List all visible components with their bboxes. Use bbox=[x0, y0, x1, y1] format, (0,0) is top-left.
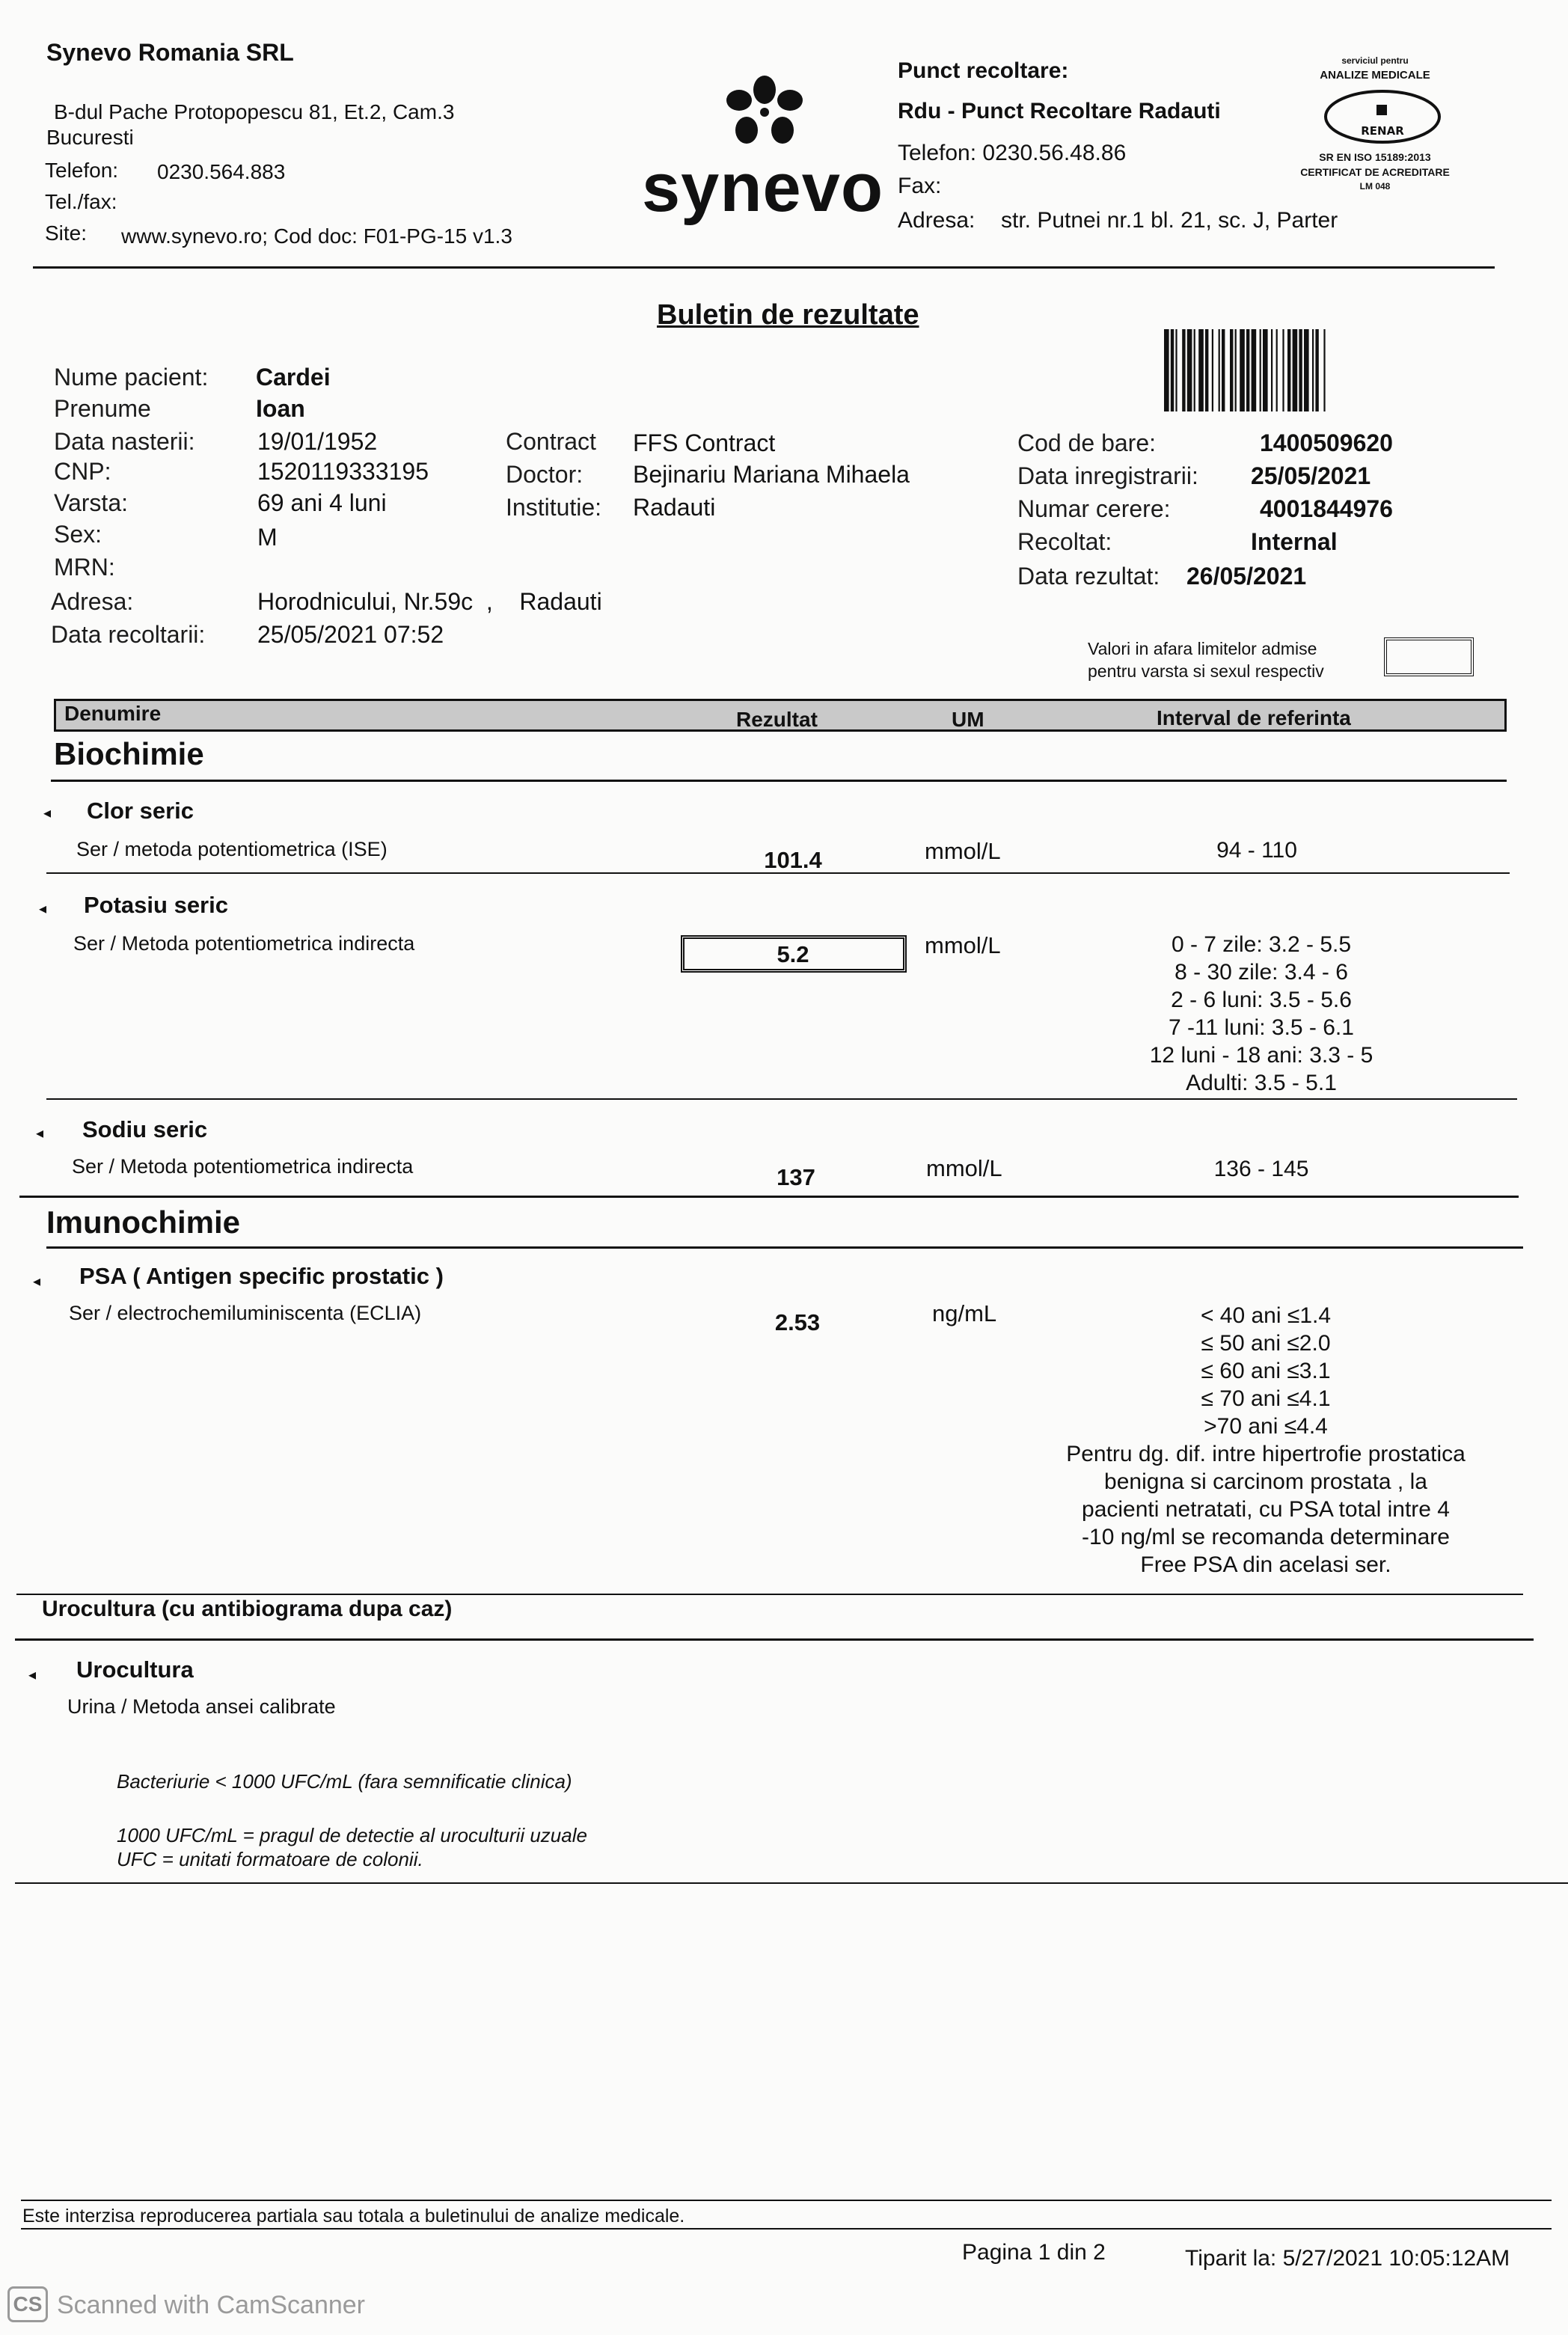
legend-box bbox=[1384, 637, 1474, 676]
page-number: Pagina 1 din 2 bbox=[962, 2240, 1106, 2265]
patient-sex-label: Sex: bbox=[54, 521, 102, 548]
renar-seal-icon bbox=[1323, 88, 1442, 145]
collection-phone: Telefon: 0230.56.48.86 bbox=[898, 141, 1127, 165]
urocultura-note-threshold: 1000 UFC/mL = pragul de detectie al uroculturii uzuale bbox=[117, 1824, 587, 1846]
test-psa-ref bbox=[1004, 1302, 1528, 1579]
row-divider bbox=[46, 872, 1510, 874]
accreditation-line1: serviciul pentru bbox=[1341, 55, 1409, 66]
collection-name: Rdu - Punct Recoltare Radauti bbox=[898, 99, 1221, 123]
ref-line: Free PSA din acelasi ser. bbox=[1140, 1552, 1391, 1577]
ref-line: 2 - 6 luni: 3.5 - 5.6 bbox=[1171, 988, 1352, 1012]
header-name: Denumire bbox=[64, 702, 162, 725]
test-sodiu-name: Sodiu seric bbox=[82, 1116, 208, 1142]
row-divider bbox=[16, 1594, 1523, 1595]
row-divider bbox=[15, 1882, 1568, 1884]
collection-fax: Fax: bbox=[898, 174, 942, 198]
footer-divider-top bbox=[21, 2200, 1552, 2201]
patient-cnp-value: 1520119333195 bbox=[257, 458, 429, 485]
renar-seal-text: RENAR bbox=[1361, 124, 1404, 138]
accreditation-line5: LM 048 bbox=[1359, 181, 1391, 192]
company-name: Synevo Romania SRL bbox=[46, 39, 294, 66]
company-address: B-dul Pache Protopopescu 81, Et.2, Cam.3 bbox=[54, 100, 455, 123]
patient-birthdate-label: Data nasterii: bbox=[54, 428, 195, 455]
patient-firstname-value: Ioan bbox=[256, 395, 305, 422]
test-potasiu-name: Potasiu seric bbox=[84, 892, 228, 918]
registration-date-label: Data inregistrarii: bbox=[1017, 462, 1198, 489]
test-psa-method: Ser / electrochemiluminiscenta (ECLIA) bbox=[69, 1302, 422, 1324]
institution-label: Institutie: bbox=[506, 494, 602, 521]
patient-name-label: Nume pacient: bbox=[54, 364, 209, 391]
header-unit: UM bbox=[952, 708, 984, 731]
section-divider bbox=[46, 1246, 1523, 1249]
flower-logo-icon bbox=[720, 75, 809, 150]
legend-line1: Valori in afara limitelor admise bbox=[1088, 639, 1317, 658]
ref-line: ≤ 70 ani ≤4.1 bbox=[1201, 1386, 1331, 1411]
company-site: www.synevo.ro; Cod doc: F01-PG-15 v1.3 bbox=[121, 224, 512, 248]
collection-address-label: Adresa: bbox=[898, 208, 976, 233]
test-clor-result: 101.4 bbox=[764, 847, 822, 873]
test-clor-unit: mmol/L bbox=[925, 838, 1001, 864]
patient-mrn-label: MRN: bbox=[54, 554, 115, 581]
camscanner-watermark: Scanned with CamScanner bbox=[57, 2291, 366, 2319]
bullet-icon: ◂ bbox=[28, 1667, 37, 1683]
ref-line: Pentru dg. dif. intre hipertrofie prostatica bbox=[1066, 1442, 1466, 1466]
doctor-value: Bejinariu Mariana Mihaela bbox=[633, 461, 910, 488]
ref-line: 7 -11 luni: 3.5 - 6.1 bbox=[1169, 1015, 1354, 1040]
test-sodiu-ref: 136 - 145 bbox=[1213, 1157, 1309, 1181]
ref-line: < 40 ani ≤1.4 bbox=[1200, 1303, 1332, 1328]
bullet-icon: ◂ bbox=[36, 1125, 44, 1142]
accreditation-line2: ANALIZE MEDICALE bbox=[1320, 69, 1430, 82]
company-phone: 0230.564.883 bbox=[157, 160, 286, 183]
ref-line: Adulti: 3.5 - 5.1 bbox=[1186, 1071, 1337, 1095]
footer-disclaimer: Este interzisa reproducerea partiala sau totala a buletinului de analize medicale. bbox=[22, 2206, 685, 2227]
bullet-icon: ◂ bbox=[39, 901, 47, 917]
urocultura-note-bacteriuria: Bacteriurie < 1000 UFC/mL (fara semnificatie clinica) bbox=[117, 1770, 572, 1793]
test-potasiu-result: 5.2 bbox=[777, 941, 809, 967]
accreditation-line3: SR EN ISO 15189:2013 bbox=[1319, 151, 1431, 163]
collection-date-value: 25/05/2021 07:52 bbox=[257, 621, 444, 648]
barcode-label: Cod de bare: bbox=[1017, 429, 1157, 456]
test-psa-unit: ng/mL bbox=[932, 1300, 997, 1326]
section-urocultura: Urocultura (cu antibiograma dupa caz) bbox=[42, 1597, 453, 1621]
test-clor-name: Clor seric bbox=[87, 798, 195, 824]
test-psa-name: PSA ( Antigen specific prostatic ) bbox=[79, 1263, 444, 1289]
patient-cnp-label: CNP: bbox=[54, 458, 111, 485]
urocultura-note-ufc: UFC = unitati formatoare de colonii. bbox=[117, 1848, 423, 1870]
header-divider bbox=[33, 266, 1495, 269]
test-potasiu-unit: mmol/L bbox=[925, 932, 1001, 958]
test-clor-method: Ser / metoda potentiometrica (ISE) bbox=[76, 838, 388, 860]
patient-age-label: Varsta: bbox=[54, 489, 128, 516]
contract-value: FFS Contract bbox=[633, 429, 776, 456]
collected-value: Internal bbox=[1251, 528, 1338, 555]
row-divider bbox=[46, 1098, 1517, 1100]
ref-line: 12 luni - 18 ani: 3.3 - 5 bbox=[1149, 1043, 1373, 1068]
section-divider bbox=[51, 780, 1507, 782]
ref-line: >70 ani ≤4.4 bbox=[1204, 1414, 1328, 1439]
barcode-value: 1400509620 bbox=[1260, 429, 1393, 456]
patient-firstname-label: Prenume bbox=[54, 395, 151, 422]
company-fax-label: Tel./fax: bbox=[45, 190, 117, 213]
print-timestamp: Tiparit la: 5/27/2021 10:05:12AM bbox=[1185, 2246, 1510, 2271]
contract-label: Contract bbox=[506, 428, 596, 455]
test-sodiu-unit: mmol/L bbox=[926, 1155, 1002, 1181]
collected-label: Recoltat: bbox=[1017, 528, 1112, 555]
test-urocultura-method: Urina / Metoda ansei calibrate bbox=[67, 1695, 336, 1718]
test-clor-ref: 94 - 110 bbox=[1216, 838, 1297, 863]
institution-value: Radauti bbox=[633, 494, 716, 521]
registration-date-value: 25/05/2021 bbox=[1251, 462, 1371, 489]
ref-line: 0 - 7 zile: 3.2 - 5.5 bbox=[1171, 932, 1352, 957]
patient-sex-value: M bbox=[257, 524, 278, 551]
header-reference: Interval de referinta bbox=[1157, 706, 1351, 729]
header-result: Rezultat bbox=[736, 708, 818, 731]
collection-address: str. Putnei nr.1 bl. 21, sc. J, Parter bbox=[1001, 208, 1338, 233]
test-sodiu-result: 137 bbox=[777, 1164, 815, 1190]
ref-line: 8 - 30 zile: 3.4 - 6 bbox=[1175, 960, 1348, 985]
ref-line: ≤ 60 ani ≤3.1 bbox=[1201, 1359, 1331, 1383]
accreditation-line4: CERTIFICAT DE ACREDITARE bbox=[1300, 166, 1450, 178]
request-number-label: Numar cerere: bbox=[1017, 495, 1171, 522]
test-sodiu-method: Ser / Metoda potentiometrica indirecta bbox=[72, 1155, 414, 1178]
camscanner-logo-icon: CS bbox=[7, 2286, 48, 2322]
test-psa-result: 2.53 bbox=[774, 1309, 821, 1335]
company-phone-label: Telefon: bbox=[45, 159, 119, 182]
request-number-value: 4001844976 bbox=[1260, 495, 1393, 522]
patient-address-label: Adresa: bbox=[51, 588, 134, 615]
page-title: Buletin de rezultate bbox=[657, 299, 919, 331]
logo-text: synevo bbox=[642, 150, 884, 226]
patient-birthdate-value: 19/01/1952 bbox=[257, 428, 378, 455]
section-biochimie: Biochimie bbox=[54, 736, 204, 771]
test-potasiu-ref bbox=[999, 931, 1523, 1097]
section-imunochimie: Imunochimie bbox=[46, 1205, 241, 1240]
ref-line: benigna si carcinom prostata , la bbox=[1104, 1469, 1427, 1494]
collection-date-label: Data recoltarii: bbox=[51, 621, 206, 648]
section-divider bbox=[15, 1638, 1534, 1641]
company-site-label: Site: bbox=[45, 221, 88, 245]
ref-line: pacienti netratati, cu PSA total intre 4 bbox=[1082, 1497, 1450, 1522]
bullet-icon: ◂ bbox=[43, 805, 52, 821]
test-potasiu-method: Ser / Metoda potentiometrica indirecta bbox=[73, 932, 415, 955]
result-date-label: Data rezultat: bbox=[1017, 563, 1160, 590]
row-divider bbox=[19, 1196, 1519, 1198]
patient-name-value: Cardei bbox=[256, 364, 331, 391]
test-urocultura-name: Urocultura bbox=[76, 1656, 194, 1683]
bullet-icon: ◂ bbox=[33, 1273, 41, 1290]
doctor-label: Doctor: bbox=[506, 461, 584, 488]
company-city: Bucuresti bbox=[46, 126, 134, 149]
result-date-value: 26/05/2021 bbox=[1186, 563, 1307, 590]
patient-age-value: 69 ani 4 luni bbox=[257, 489, 387, 516]
ref-line: -10 ng/ml se recomanda determinare bbox=[1082, 1525, 1450, 1549]
ref-line: ≤ 50 ani ≤2.0 bbox=[1201, 1331, 1331, 1356]
collection-title: Punct recoltare: bbox=[898, 58, 1069, 83]
patient-address-value: Horodnicului, Nr.59c , Radauti bbox=[257, 588, 602, 615]
barcode-icon bbox=[1164, 329, 1447, 411]
legend-line2: pentru varsta si sexul respectiv bbox=[1088, 661, 1324, 681]
footer-divider-bottom bbox=[21, 2228, 1552, 2230]
